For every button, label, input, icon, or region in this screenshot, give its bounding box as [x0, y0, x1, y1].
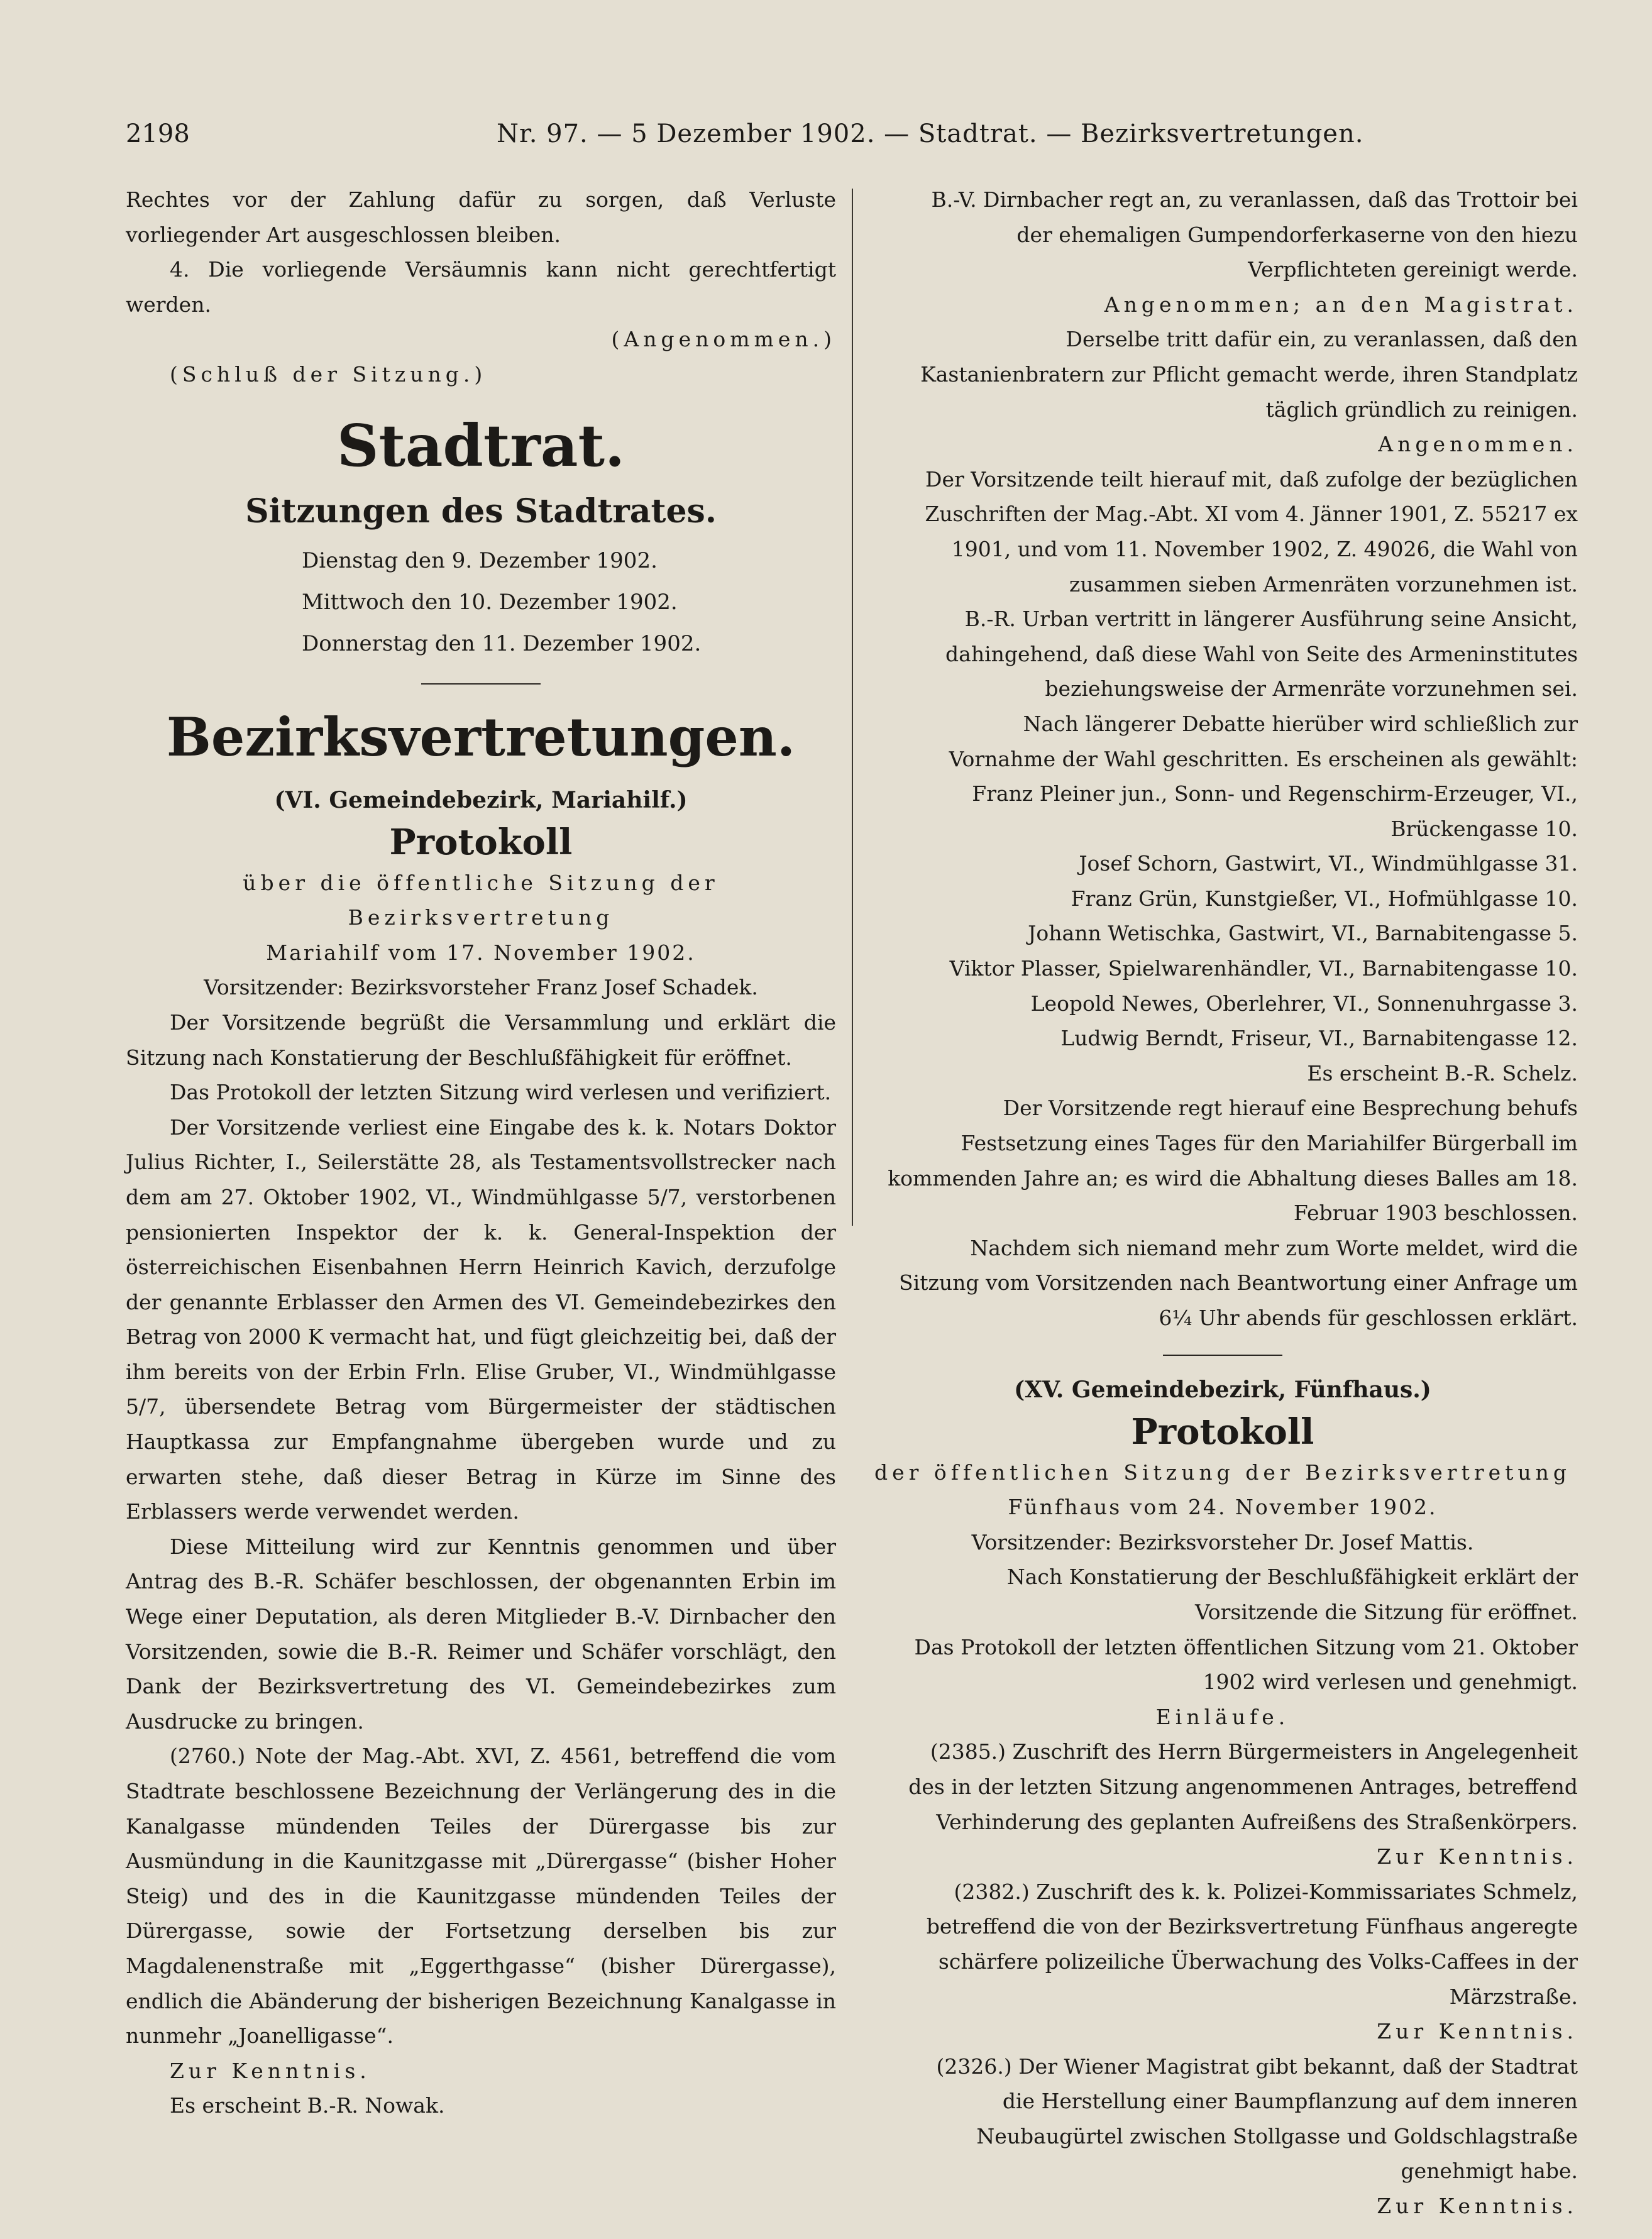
continuation-paragraph: Rechtes vor der Zahlung dafür zu sorgen, daß Verluste vorliegender Art ausgeschlossen bleiben. — [126, 187, 836, 247]
district-label: (VI. Gemeindebezirk, Mariahilf.) — [274, 786, 688, 813]
list-item: Es erscheint B.-R. Schelz. — [1307, 1060, 1578, 1086]
chair-line: Vorsitzender: Bezirksvorsteher Dr. Josef Mattis. — [971, 1529, 1474, 1554]
bezirk-heading: Bezirksvertretungen. — [166, 705, 796, 768]
acknowledgement-note: Zur Kenntnis. — [1377, 2194, 1578, 2219]
agenda-item: (2382.) Zuschrift des k. k. Polizei-Kommissariates Schmelz, betreffend die von der Bezirksvertretung Fünfhaus angeregte schärfere polizeiliche Überwachung des Volks-Caffees in der Märzstraße. — [926, 1879, 1578, 2009]
list-item: Franz Grün, Kunstgießer, VI., Hofmühlgasse 10. — [1071, 886, 1578, 911]
list-item: Franz Pleiner jun., Sonn- und Regenschirm-Erzeuger, VI., Brückengasse 10. — [972, 781, 1578, 841]
page-number: 2198 — [126, 119, 190, 148]
body-paragraph: Der Vorsitzende verliest eine Eingabe des k. k. Notars Doktor Julius Richter, I., Seilerstätte 28, als Testamentsvollstrecker nach dem am 27. Oktober 1902, VI., Windmühlgasse 5/7, verstorbenen pensionierten Inspektor der k. k. General-Inspektion der österreichischen Eisenbahnen Herrn Heinrich Kavich, derzufolge der genannte Erblasser den Armen des VI. Gemeindebezirkes den Betrag von 2000 K vermacht hat, und fügt gleichzeitig bei, daß der ihm bereits von der Erbin Frln. Elise Gruber, VI., Windmühlgasse 5/7, übersendete Betrag vom Bürgermeister der städtischen Hauptkassa zur Empfangnahme übergeben wurde und zu erwarten stehe, daß dieser Betrag in Kürze im Sinne des Erblassers werde verwendet werden. — [126, 1114, 836, 1524]
continuation-paragraph: 4. Die vorliegende Versäumnis kann nicht gerechtfertigt werden. — [126, 257, 836, 317]
body-paragraph: Derselbe tritt dafür ein, zu veranlassen, daß den Kastanienbratern zur Pflicht gemacht werde, ihren Standplatz täglich gründlich zu reinigen. — [920, 327, 1578, 422]
running-title: Nr. 97. — 5 Dezember 1902. — Stadtrat. — Bezirksvertretungen. — [497, 119, 1364, 148]
body-paragraph: Der Vorsitzende begrüßt die Versammlung und erklärt die Sitzung nach Konstatierung der Beschlußfähigkeit für eröffnet. — [126, 1009, 836, 1070]
elected-persons-list — [867, 776, 1578, 1091]
body-paragraph: Nachdem sich niemand mehr zum Worte meldet, wird die Sitzung vom Vorsitzenden nach Beantwortung einer Anfrage um 6¼ Uhr abends für geschlossen erklärt. — [899, 1235, 1578, 1330]
body-paragraph: Das Protokoll der letzten Sitzung wird verlesen und verifiziert. — [170, 1080, 832, 1105]
session-date: Donnerstag den 11. Dezember 1902. — [302, 630, 702, 656]
body-paragraph: Der Vorsitzende teilt hierauf mit, daß zufolge der bezüglichen Zuschriften der Mag.-Abt. XI vom 4. Jänner 1901, Z. 55217 ex 1901, und vom 11. November 1902, Z. 49026, die Wahl von zusammen sieben Armenräten vorzunehmen ist. — [925, 466, 1578, 597]
section-rule — [1163, 1355, 1282, 1356]
einlaeufe-heading: Einläufe. — [1155, 1704, 1290, 1729]
body-paragraph: B.-R. Urban vertritt in längerer Ausführung seine Ansicht, dahingehend, daß diese Wahl von Seite des Armeninstitutes beziehungsweise der Armenräte vorzunehmen sei. — [945, 607, 1578, 701]
right-column — [867, 182, 1578, 2224]
page-header — [126, 113, 1364, 157]
accepted-note: Angenommen. — [1378, 432, 1578, 457]
district-label: (XV. Gemeindebezirk, Fünfhaus.) — [1014, 1376, 1431, 1403]
list-item: Leopold Newes, Oberlehrer, VI., Sonnenuhrgasse 3. — [1030, 991, 1578, 1016]
column-divider — [852, 189, 853, 1226]
protocol-title: Protokoll — [1131, 1411, 1314, 1453]
body-paragraph: (2760.) Note der Mag.-Abt. XVI, Z. 4561, betreffend die vom Stadtrate beschlossene Bezeichnung der Verlängerung des in die Kanalgasse mündenden Teiles der Dürergasse bis zur Ausmündung in die Kaunitzgasse mit „Dürergasse“ (bisher Hoher Steig) und des in die Kaunitzgasse mündenden Teiles der Dürergasse, sowie der Fortsetzung derselben bis zur Magdalenenstraße mit „Eggerthgasse“ (bisher Dürergasse), endlich die Abänderung der bisherigen Bezeichnung Kanalgasse in nunmehr „Joanelligasse“. — [126, 1744, 836, 2049]
list-item: Viktor Plasser, Spielwarenhändler, VI., Barnabitengasse 10. — [949, 956, 1578, 981]
appears-note: Es erscheint B.-R. Nowak. — [170, 2093, 445, 2118]
protocol-subtitle: Fünfhaus vom 24. November 1902. — [1008, 1495, 1438, 1520]
left-column — [126, 182, 836, 2123]
body-paragraph: Das Protokoll der letzten öffentlichen Sitzung vom 21. Oktober 1902 wird verlesen und genehmigt. — [914, 1634, 1578, 1695]
agenda-item: (2385.) Zuschrift des Herrn Bürgermeisters in Angelegenheit des in der letzten Sitzung angenommenen Antrages, betreffend Verhinderung des geplanten Aufreißens des Straßenkörpers. — [908, 1739, 1578, 1834]
list-item: Johann Wetischka, Gastwirt, VI., Barnabitengasse 5. — [1028, 921, 1578, 946]
chair-line: Vorsitzender: Bezirksvorsteher Franz Josef Schadek. — [204, 975, 758, 1000]
protocol-title: Protokoll — [389, 821, 573, 863]
protocol-subtitle: über die öffentliche Sitzung der Bezirksvertretung — [243, 870, 719, 930]
stadtrat-heading: Stadtrat. — [337, 411, 625, 480]
acknowledgement-note: Zur Kenntnis. — [1377, 2019, 1578, 2044]
body-paragraph: Der Vorsitzende regt hierauf eine Besprechung behufs Festsetzung eines Tages für den Mariahilfer Bürgerball im kommenden Jahre an; es wird die Abhaltung dieses Balles am 18. Februar 1903 beschlossen. — [888, 1096, 1578, 1226]
session-end-note: (Schluß der Sitzung.) — [170, 361, 487, 387]
list-item: Ludwig Berndt, Friseur, VI., Barnabitengasse 12. — [1060, 1026, 1578, 1051]
body-paragraph: Nach Konstatierung der Beschlußfähigkeit erklärt der Vorsitzende die Sitzung für eröffnet. — [1006, 1565, 1578, 1624]
protocol-subtitle: Mariahilf vom 17. November 1902. — [266, 940, 696, 965]
accepted-note: Angenommen; an den Magistrat. — [1104, 292, 1578, 317]
accepted-note: (Angenommen.) — [611, 327, 836, 352]
stadtrat-subheading: Sitzungen des Stadtrates. — [245, 492, 717, 531]
body-paragraph: Nach längerer Debatte hierüber wird schließlich zur Vornahme der Wahl geschritten. Es erscheinen als gewählt: — [949, 711, 1578, 771]
acknowledgement-note: Zur Kenntnis. — [1377, 1844, 1578, 1869]
acknowledgement-note: Zur Kenntnis. — [170, 2058, 371, 2083]
body-paragraph: B.-V. Dirnbacher regt an, zu veranlassen, daß das Trottoir bei der ehemaligen Gumpendorferkaserne von den hiezu Verpflichteten gereinigt werde. — [931, 187, 1578, 282]
session-date: Dienstag den 9. Dezember 1902. — [302, 547, 658, 573]
body-paragraph: Diese Mitteilung wird zur Kenntnis genommen und über Antrag des B.-R. Schäfer beschlossen, der obgenannten Erbin im Wege einer Deputation, als deren Mitglieder B.-V. Dirnbacher den Vorsitzenden, sowie die B.-R. Reimer und Schäfer vorschlägt, den Dank der Bezirksvertretung des VI. Gemeindebezirkes zum Ausdrucke zu bringen. — [126, 1534, 836, 1734]
agenda-item: (2326.) Der Wiener Magistrat gibt bekannt, daß der Stadtrat die Herstellung einer Baumpflanzung auf dem inneren Neubaugürtel zwischen Stollgasse und Goldschlagstraße genehmigt habe. — [936, 2054, 1578, 2184]
session-date: Mittwoch den 10. Dezember 1902. — [302, 589, 678, 615]
list-item: Josef Schorn, Gastwirt, VI., Windmühlgasse 31. — [1079, 851, 1578, 876]
section-rule — [421, 683, 541, 685]
protocol-subtitle: der öffentlichen Sitzung der Bezirksvertretung — [874, 1460, 1572, 1485]
